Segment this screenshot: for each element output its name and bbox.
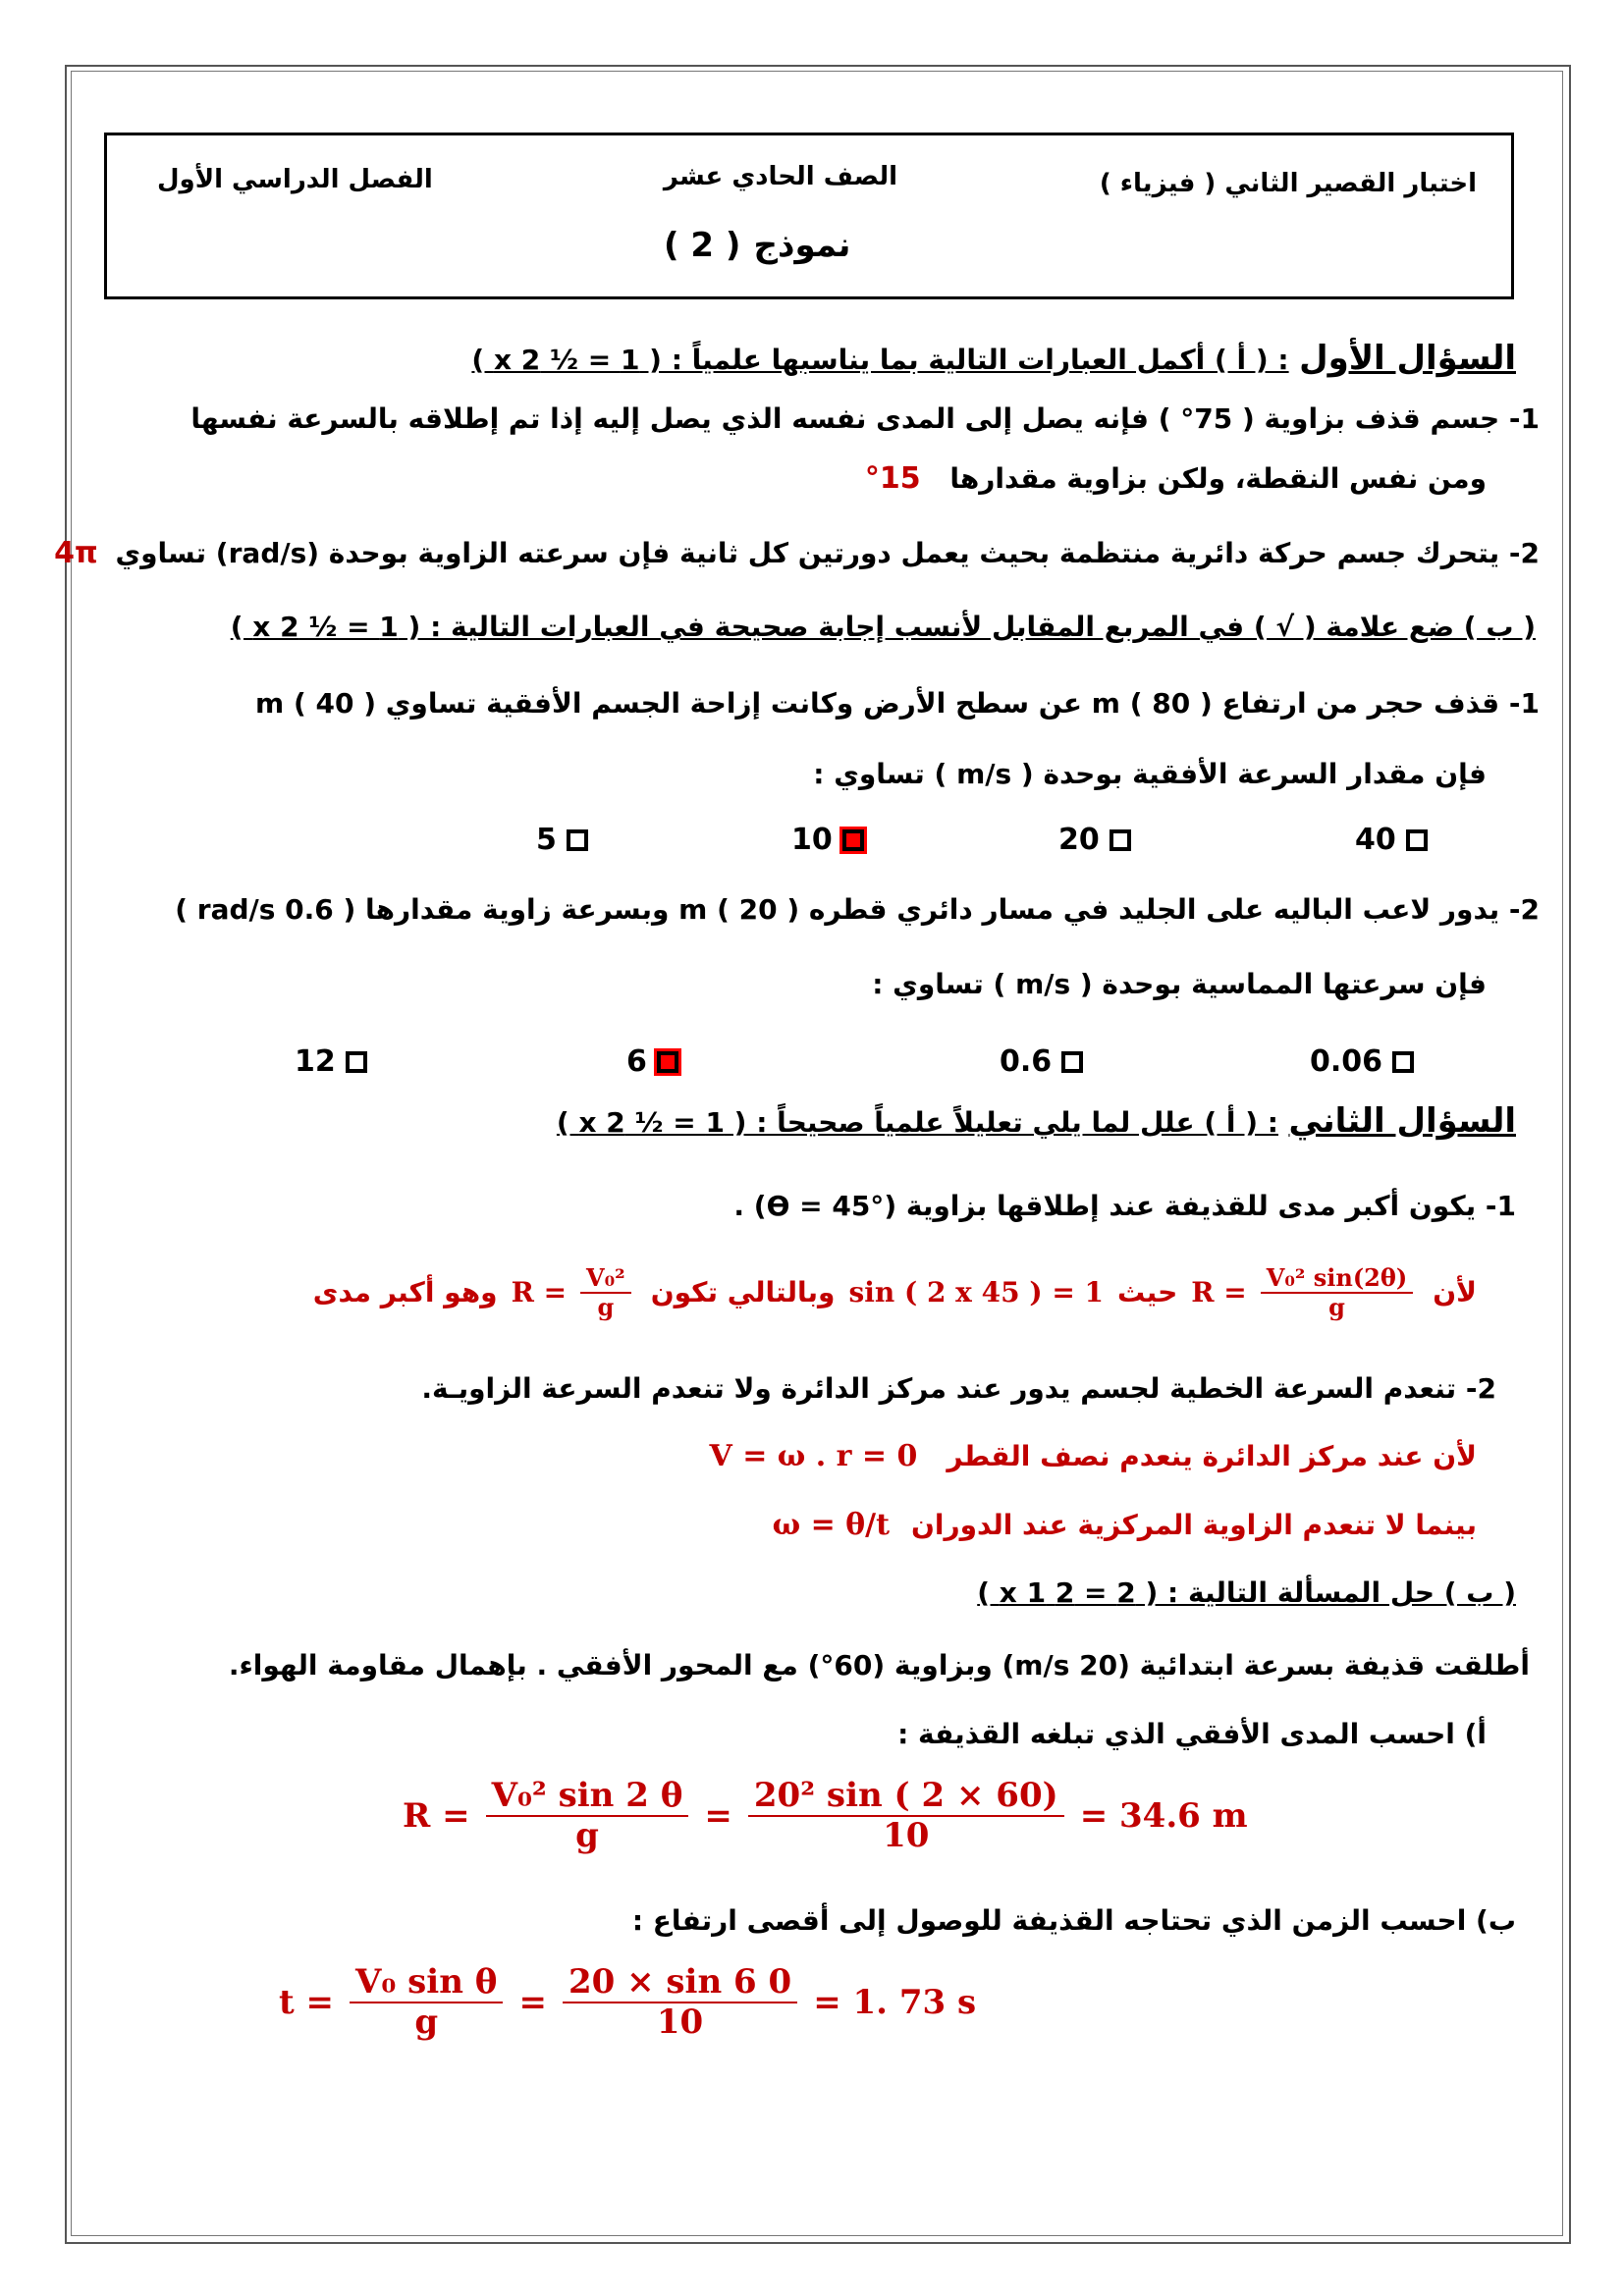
time-sol-frac2-num: 20 × sin 6 0 (563, 1963, 797, 2003)
option-value: 0.06 (1310, 1044, 1383, 1079)
q2-a2-answer-1 (709, 1439, 1477, 1473)
range-sol-frac2-den: 10 (883, 1816, 930, 1856)
q1-b1-option-4[interactable] (536, 823, 594, 857)
problem-part-a: أ) احسب المدى الأفقي الذي تبلغه القذيفة : (897, 1718, 1487, 1750)
checkbox-icon[interactable] (346, 1051, 367, 1073)
q2-a2-ans2-text: بينما لا تنعدم الزاوية المركزية عند الدوران (911, 1509, 1477, 1541)
q1-b1-option-3[interactable] (791, 823, 870, 857)
range-sol-frac1-den: g (575, 1816, 599, 1856)
q1-b2-option-4[interactable] (295, 1044, 373, 1079)
time-sol-frac1-num: V₀ sin θ (350, 1963, 503, 2003)
q1-a1-line1: 1- جسم قذف بزاوية ( 75° ) فإنه يصل إلى المدى نفسه الذي يصل إليه إذا تم إطلاقه بالسرعة نفسها (190, 402, 1540, 435)
range-solution (403, 1777, 1248, 1855)
range-max-fraction-den: g (597, 1292, 615, 1321)
time-result: = 1. 73 s (813, 1983, 977, 2023)
q1-heading (471, 339, 1516, 378)
exam-title: اختبار القصير الثاني ( فيزياء ) (1099, 169, 1477, 198)
range-sol-frac2 (748, 1777, 1064, 1855)
q1-b1-line1: 1- قذف حجر من ارتفاع m ( 80 ) عن سطح الأرض وكانت إزاحة الجسم الأفقية تساوي m ( 40 ) (255, 687, 1540, 720)
q1-b1-option-1[interactable] (1355, 823, 1434, 857)
thus-word: وبالتالي تكون (650, 1276, 836, 1309)
time-sol-frac2-den: 10 (656, 2002, 704, 2043)
q1-b1-option-2[interactable] (1058, 823, 1137, 857)
range-fraction-den: g (1328, 1292, 1345, 1321)
option-value: 0.6 (1000, 1044, 1053, 1079)
model-label: نموذج (753, 226, 851, 265)
max-range-word: وهو أكبر مدى (312, 1276, 498, 1309)
where-word: حيث (1117, 1276, 1178, 1309)
time-sol-frac1-den: g (414, 2002, 439, 2043)
range-result: = 34.6 m (1079, 1796, 1248, 1837)
range-sol-frac1-num: V₀² sin 2 θ (486, 1777, 689, 1817)
q1-part-b: ( ب ) ضع علامة ( √ ) في المربع المقابل لأنسب إجابة صحيحة في العبارات التالية : ( 1 = ½ x 2 ) (230, 611, 1536, 643)
model-number: ( 2 ) (664, 226, 741, 265)
q2-part-a: : ( أ ) علل لما يلي تعليلاً علمياً صحيحاً : ( 1 = ½ x 2 ) (556, 1106, 1278, 1139)
q1-b2-line2: فإن سرعتها المماسية بوحدة ( m/s ) تساوي : (872, 968, 1487, 1000)
q1-part-a: : ( أ ) أكمل العبارات التالية بما يناسبها علمياً : ( 1 = ½ x 2 ) (471, 344, 1289, 376)
q2-a1-text: 1- يكون أكبر مدى للقذيفة عند إطلاقها بزاوية (Ө = 45°) . (733, 1190, 1516, 1222)
range-max-formula (512, 1264, 637, 1320)
q1-b1-line2: فإن مقدار السرعة الأفقية بوحدة ( m/s ) تساوي : (813, 758, 1487, 790)
q1-a2-answer: 4π (54, 536, 98, 570)
checkbox-icon[interactable] (567, 829, 588, 851)
semester-label: الفصل الدراسي الأول (157, 165, 433, 194)
range-max-fraction (580, 1264, 631, 1320)
range-lhs: R = (403, 1796, 470, 1837)
option-value: 5 (536, 823, 557, 857)
time-sol-frac2 (563, 1963, 797, 2042)
option-value: 12 (295, 1044, 336, 1079)
range-max-fraction-num: V₀² (580, 1264, 631, 1294)
time-sol-frac1 (350, 1963, 503, 2042)
r-eq: R = (1191, 1276, 1247, 1309)
range-sol-frac1 (486, 1777, 689, 1855)
q1-a1-line2 (865, 461, 1487, 496)
q2-a2-ans1-text: لأن عند مركز الدائرة ينعدم نصف القطر (947, 1440, 1477, 1472)
q1-b2-line1: 2- يدور لاعب الباليه على الجليد في مسار دائري قطره m ( 20 ) وبسرعة زاوية مقدارها ( 0.6 rad/s ) (175, 893, 1540, 926)
option-value: 20 (1058, 823, 1100, 857)
time-lhs: t = (279, 1983, 335, 2023)
q2-a2-text: 2- تنعدم السرعة الخطية لجسم يدور عند مركز الدائرة ولا تنعدم السرعة الزاويـة. (421, 1372, 1496, 1405)
option-value: 10 (791, 823, 833, 857)
checkbox-icon[interactable] (1061, 1051, 1083, 1073)
model-title (664, 226, 850, 265)
sin-equation: sin ( 2 x 45 ) = 1 (848, 1276, 1105, 1309)
equals-sign-2: = (518, 1983, 547, 2023)
q2-a2-ans1-eq: V = ω . r = 0 (709, 1439, 918, 1473)
problem-statement: أطلقت قذيفة بسرعة ابتدائية (20 m/s) وبزاوية (60°) مع المحور الأفقي . بإهمال مقاومة الهواء. (228, 1649, 1530, 1682)
q2-part-b: ( ب ) حل المسألة التالية : ( 2 = 2 x 1 ) (977, 1576, 1516, 1609)
r-eq-2: R = (511, 1276, 568, 1309)
q1-b2-option-1[interactable] (1310, 1044, 1420, 1079)
q1-a2-text: 2- يتحرك جسم حركة دائرية منتظمة بحيث يعمل دورتين كل ثانية فإن سرعته الزاوية بوحدة (rad/s) تساوي (115, 537, 1540, 569)
checkbox-icon[interactable] (1392, 1051, 1414, 1073)
q2-a2-ans2-eq: ω = θ/t (772, 1508, 890, 1542)
q1-title: السؤال الأول (1299, 339, 1516, 378)
because-word: لأن (1433, 1276, 1477, 1309)
q1-a1-answer: 15° (864, 461, 921, 496)
range-formula (1191, 1264, 1419, 1320)
q1-a1-text: ومن نفس النقطة، ولكن بزاوية مقدارها (949, 462, 1487, 495)
checkbox-icon[interactable] (1110, 829, 1131, 851)
header-box (104, 133, 1514, 299)
q1-b2-option-2[interactable] (1000, 1044, 1089, 1079)
option-value: 6 (626, 1044, 647, 1079)
q2-a2-answer-2 (773, 1508, 1477, 1542)
q1-b2-option-3[interactable] (626, 1044, 684, 1079)
grade-label: الصف الحادي عشر (663, 162, 897, 191)
equals-sign: = (704, 1796, 732, 1837)
checked-checkbox-icon[interactable] (657, 1051, 678, 1073)
q2-heading (557, 1101, 1516, 1141)
problem-part-b: ب) احسب الزمن الذي تحتاجه القذيفة للوصول إلى أقصى ارتفاع : (631, 1904, 1516, 1937)
checked-checkbox-icon[interactable] (842, 829, 864, 851)
range-fraction (1261, 1264, 1414, 1320)
time-solution (279, 1963, 976, 2042)
range-fraction-num: V₀² sin(2θ) (1261, 1264, 1414, 1294)
checkbox-icon[interactable] (1406, 829, 1428, 851)
q2-title: السؤال الثاني (1288, 1101, 1516, 1141)
q1-a2 (54, 536, 1540, 570)
range-sol-frac2-num: 20² sin ( 2 × 60) (748, 1777, 1064, 1817)
option-value: 40 (1355, 823, 1396, 857)
q2-a1-answer (313, 1264, 1477, 1320)
